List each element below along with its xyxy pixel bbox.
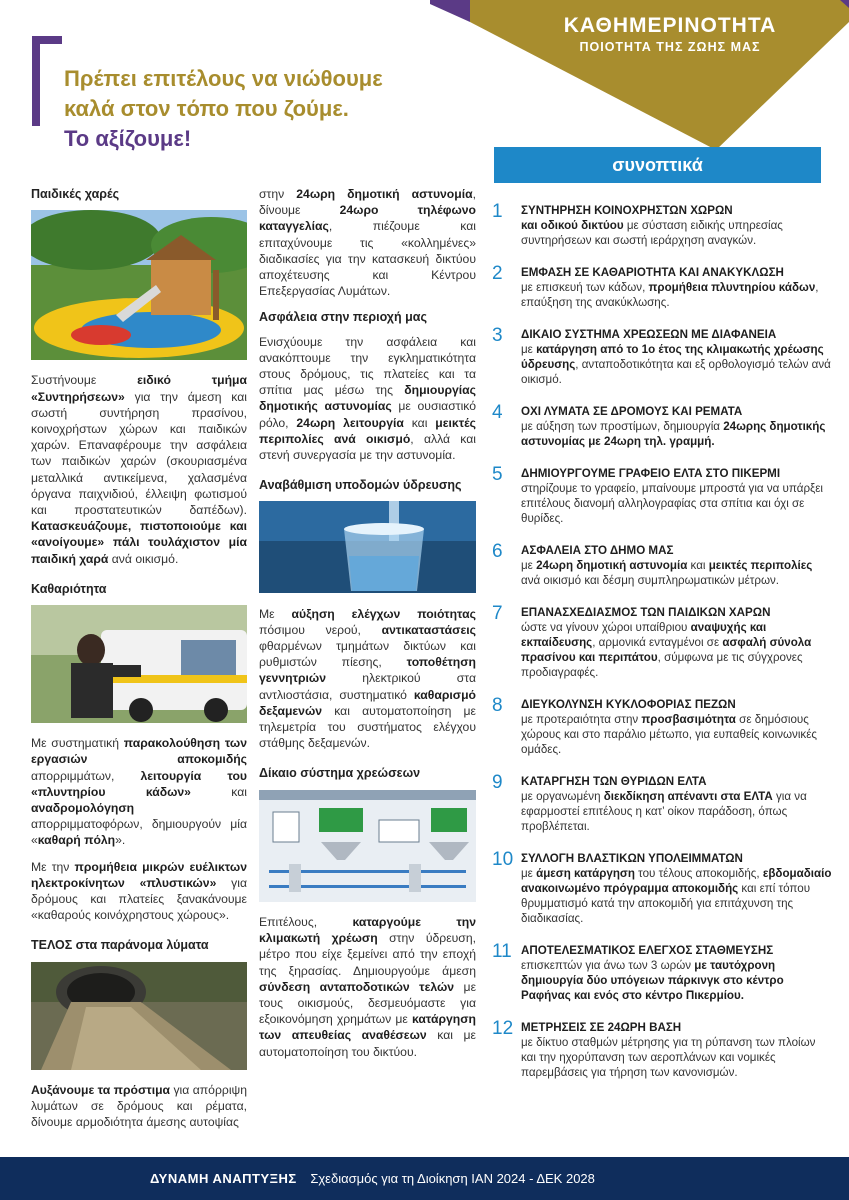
summary-item-number: 11 <box>492 941 512 962</box>
heading-illegal-waste: ΤΕΛΟΣ στα παράνομα λύματα <box>31 938 209 953</box>
summary-item-number: 6 <box>492 541 503 562</box>
summary-item-number: 12 <box>492 1018 514 1039</box>
summary-item <box>492 327 832 387</box>
body-text: φθαρμένων τμημάτων δικτύων και ρυθμιστών πίεσης, <box>259 639 476 670</box>
body-text: και <box>403 415 436 430</box>
emphasis-text: δημιουργίας δημοτικής αστυνομίας <box>259 383 476 414</box>
emphasis-text: ειδικό τμήμα «Συντηρήσεων» <box>31 373 247 404</box>
garbage-truck-image <box>31 605 247 727</box>
article-column-2 <box>259 186 476 1070</box>
body-text: , σύμφωνα με τις σύγχρονες προδιαγραφές. <box>521 651 803 679</box>
summary-item-number: 5 <box>492 464 503 485</box>
slogan-line-3: Το αξίζουμε! <box>64 126 192 151</box>
emphasis-text: Κατασκευάζουμε, πιστοποιούμε και «ανοίγουμε» πάλι τουλάχιστον μία παιδική χαρά <box>31 519 247 566</box>
summary-item-title: ΣΥΛΛΟΓΗ ΒΛΑΣΤΙΚΩΝ ΥΠΟΛΕΙΜΜΑΤΩΝ <box>521 852 743 865</box>
paragraph-illegal-waste <box>31 1082 247 1131</box>
heading-playgrounds: Παιδικές χαρές <box>31 187 120 201</box>
summary-item-title: ΑΣΦΑΛΕΙΑ ΣΤΟ ΔΗΜΟ ΜΑΣ <box>521 544 674 557</box>
summary-item-title: ΕΜΦΑΣΗ ΣΕ ΚΑΘΑΡΙΟΤΗΤΑ ΚΑΙ ΑΝΑΚΥΚΛΩΣΗ <box>521 266 784 279</box>
emphasis-text: ασφαλή σύνολα πρασίνου και περιπάτου <box>521 636 812 664</box>
page-footer <box>0 1157 849 1200</box>
body-text: , δίνουμε <box>259 187 476 218</box>
summary-item-body <box>521 620 832 680</box>
summary-item-body <box>521 342 832 387</box>
slogan-line-1: Πρέπει επιτέλους να νιώθουμε <box>64 66 383 91</box>
slogan-line-2: καλά στον τόπο που ζούμε. <box>64 96 349 121</box>
article-column-1 <box>31 186 247 1141</box>
emphasis-text: άμεση κατάργηση <box>536 867 635 880</box>
body-text: και με αυτοματοποίηση του δικτύου. <box>259 1028 476 1059</box>
body-text: στην <box>259 187 297 201</box>
emphasis-text: κατάργηση από το 1ο έτος της κλιμακωτής χρέωσης ύδρευσης <box>521 343 824 371</box>
summary-item <box>492 404 832 449</box>
body-text: ». <box>115 833 126 848</box>
emphasis-text: αντικαταστάσεις <box>381 622 476 637</box>
summary-item-body <box>521 280 832 310</box>
summary-item-number: 8 <box>492 695 503 716</box>
slogan <box>64 64 464 154</box>
paragraph-illegal-waste-cont <box>259 186 476 299</box>
emphasis-text: προμήθεια πλυντηρίου κάδων <box>648 281 816 294</box>
header-purple-strip <box>430 0 470 22</box>
body-text: ηλεκτρικού στα αντλιοστάσια, συστηματικό <box>259 671 476 702</box>
emphasis-text: προσβασιμότητα <box>641 713 736 726</box>
body-text: Επιτέλους, <box>259 914 353 929</box>
heading-water: Αναβάθμιση υποδομών ύδρευσης <box>259 478 462 493</box>
summary-item <box>492 203 832 248</box>
footer-tagline: Σχεδιασμός για τη Διοίκηση ΙΑΝ 2024 - ΔΕΚ 2028 <box>310 1171 595 1186</box>
body-text: ανά οικισμό και δέσμη συμπληρωματικών μέτρων. <box>521 574 780 587</box>
emphasis-text: λειτουργία του «πλυντηρίου κάδων» <box>31 768 247 799</box>
summary-item-number: 7 <box>492 603 503 624</box>
heading-fair-billing: Δίκαιο σύστημα χρεώσεων <box>259 766 421 781</box>
summary-item-body <box>521 789 832 834</box>
body-text: με σύσταση ειδικής υπηρεσίας συντηρήσεων και σωστή ιεράρχηση αναγκών. <box>521 219 783 247</box>
heading-cleanliness: Καθαριότητα <box>31 581 107 596</box>
summary-item-body <box>521 218 832 248</box>
summary-item <box>492 265 832 310</box>
emphasis-text: διεκδίκηση απέναντι στα ΕΛΤΑ <box>603 790 773 803</box>
playground-image <box>31 210 247 364</box>
body-text: με αύξηση των προστίμων, δημιουργία <box>521 420 724 433</box>
body-text: στην ύδρευση, μέτρο που είχε ξεμείνει από την εποχή της ξηρασίας. Δημιουργούμε άμεση <box>259 931 476 978</box>
body-text: με <box>521 867 537 880</box>
summary-list <box>492 203 832 1080</box>
body-text: Με την <box>31 859 75 874</box>
body-text: Συστήνουμε <box>31 373 138 388</box>
emphasis-text: 24ωρη δημοτική αστυνομία <box>296 187 473 201</box>
summary-item-title: ΚΑΤΑΡΓΗΣΗ ΤΩΝ ΘΥΡΙΔΩΝ ΕΛΤΑ <box>521 775 707 788</box>
emphasis-text: προμήθεια μικρών ευέλικτων ηλεκτροκίνητων «πλυστικών» <box>31 859 247 890</box>
emphasis-text: σύνδεση ανταποδοτικών τελών <box>259 979 455 994</box>
emphasis-text: καθαρισμό δεξαμενών <box>259 687 476 718</box>
summary-item-title: ΔΙΚΑΙΟ ΣΥΣΤΗΜΑ ΧΡΕΩΣΕΩΝ ΜΕ ΔΙΑΦΑΝΕΙΑ <box>521 328 777 341</box>
summary-item-number: 10 <box>492 849 514 870</box>
emphasis-text: καθαρή πόλη <box>37 833 116 848</box>
body-text: με <box>521 559 537 572</box>
summary-item <box>492 605 832 680</box>
section-title <box>495 14 845 54</box>
emphasis-text: καταργούμε την κλιμακωτή χρέωση <box>259 914 476 946</box>
summary-item-title: ΔΗΜΙΟΥΡΓΟΥΜΕ ΓΡΑΦΕΙΟ ΕΛΤΑ ΣΤΟ ΠΙΚΕΡΜΙ <box>521 467 781 480</box>
body-text: ώστε να γίνουν χώροι υπαίθριου <box>521 621 691 634</box>
summary-item-body <box>521 558 832 588</box>
section-title-main: ΚΑΘΗΜΕΡΙΝΟΤΗΤΑ <box>563 14 777 37</box>
body-text: , αρμονικά ενταγμένοι σε <box>592 636 723 649</box>
summary-item <box>492 466 832 526</box>
summary-item <box>492 943 832 1003</box>
body-text: Με συστηματική <box>31 736 124 751</box>
sewage-pipe-image <box>31 962 247 1074</box>
emphasis-text: τοποθέτηση γεννητριών <box>259 655 476 686</box>
summary-item-body <box>521 712 832 757</box>
body-text: και <box>190 784 247 799</box>
body-text: επισκεπτών για άνω των 3 ωρών <box>521 959 695 972</box>
emphasis-text: 24ωρο τηλέφωνο καταγγελίας <box>259 203 476 234</box>
water-glass-image <box>259 501 476 597</box>
paragraph-fair-billing <box>259 914 476 1060</box>
summary-item-title: ΕΠΑΝΑΣΧΕΔΙΑΣΜΟΣ ΤΩΝ ΠΑΙΔΙΚΩΝ ΧΑΡΩΝ <box>521 606 771 619</box>
body-text: με ουσιαστικό ρόλο, <box>259 399 476 430</box>
summary-item-body <box>521 481 832 526</box>
summary-item-title: ΔΙΕΥΚΟΛΥΝΣΗ ΚΥΚΛΟΦΟΡΙΑΣ ΠΕΖΩΝ <box>521 698 736 711</box>
slogan-bracket-icon <box>32 36 62 126</box>
emphasis-text: και οδικού δικτύου <box>521 219 624 232</box>
body-text: για δρόμους και πλατείες ξανακάνουμε «καθαρούς κοινόχρηστους χώρους». <box>31 875 247 923</box>
scada-screen-image <box>259 790 476 906</box>
body-text: ανά οικισμό. <box>108 551 179 566</box>
body-text: με οργανωμένη <box>521 790 604 803</box>
summary-item <box>492 851 832 926</box>
emphasis-text: κατάργηση των απευθείας αναθέσεων <box>259 1012 476 1043</box>
summary-header: συνοπτικά <box>494 147 821 183</box>
section-subtitle: ΠΟΙΟΤΗΤΑ ΤΗΣ ΖΩΗΣ ΜΑΣ <box>579 40 761 54</box>
emphasis-text: εβδομαδιαίο ανακοινωμένο πρόγραμμα αποκομιδής <box>521 867 832 895</box>
summary-item-title: ΑΠΟΤΕΛΕΣΜΑΤΙΚΟΣ ΕΛΕΓΧΟΣ ΣΤΑΘΜΕΥΣΗΣ <box>521 944 774 957</box>
emphasis-text: αναψυχής και εκπαίδευσης <box>521 621 767 649</box>
body-text: για απόρριψη λυμάτων σε δρόμους και ρέματα, δίνουμε αρμοδιότητα άμεσης αυτοψίας <box>31 1082 247 1130</box>
body-text: και αυτοματοποίηση με τηλεμετρία του συστήματος ελέγχου στάθμης δεξαμενών. <box>259 703 476 751</box>
body-text: Ενισχύουμε την ασφάλεια και ανακόπτουμε την εγκληματικότητα στους δρόμους, τις πλατείες και τα σπίτια μας μέσω της <box>259 334 476 398</box>
summary-item <box>492 774 832 834</box>
body-text: , πιέζουμε και επιταχύνουμε τις «κολλημένες» διαδικασίες για την κατασκευή δικτύου αποχέτευσης και Κέντρου Επεξεργασίας Λυμάτων. <box>259 219 476 299</box>
footer-brand: ΔΥΝΑΜΗ ΑΝΑΠΤΥΞΗΣ <box>150 1171 297 1186</box>
body-text: με δίκτυο σταθμών μέτρησης για τη ρύπανση των πλοίων και την ηχορύπανση των αεροπλάνων και νομικές παρεμβάσεις για τήρηση των κανονισμών. <box>521 1036 816 1079</box>
paragraph-cleanliness-1 <box>31 735 247 848</box>
body-text: πόσιμου νερού, <box>259 622 382 637</box>
body-text: απορριμματοφόρων, δημιουργούν μία « <box>31 817 247 848</box>
summary-item-title: ΟΧΙ ΛΥΜΑΤΑ ΣΕ ΔΡΟΜΟΥΣ ΚΑΙ ΡΕΜΑΤΑ <box>521 405 743 418</box>
summary-item <box>492 1020 832 1080</box>
summary-item-body <box>521 958 832 1003</box>
heading-safety: Ασφάλεια στην περιοχή μας <box>259 310 427 325</box>
emphasis-text: μεικτές περιπολίες <box>708 559 813 572</box>
summary-item <box>492 543 832 588</box>
body-text: για να εφαρμοστεί επιτέλους η κατ’ οίκον παράδοση, όπως προβλέπεται. <box>521 790 807 833</box>
summary-item-body <box>521 1035 832 1080</box>
summary-item-title: ΣΥΝΤΗΡΗΣΗ ΚΟΙΝΟΧΡΗΣΤΩΝ ΧΩΡΩΝ <box>521 204 733 217</box>
emphasis-text: παρακολούθηση των εργασιών αποκομιδής <box>31 736 247 767</box>
body-text: με προτεραιότητα στην <box>521 713 642 726</box>
emphasis-text: Αυξάνουμε τα πρόστιμα <box>31 1082 171 1097</box>
summary-item-number: 3 <box>492 325 503 346</box>
emphasis-text: 24ωρης δημοτικής αστυνομίας με 24ωρη τηλ. γραμμή. <box>521 420 826 448</box>
body-text: απορριμμάτων, <box>31 768 141 783</box>
summary-item-title: ΜΕΤΡΗΣΕΙΣ ΣΕ 24ΩΡΗ ΒΑΣΗ <box>521 1021 682 1034</box>
emphasis-text: 24ωρη λειτουργία <box>296 415 404 430</box>
body-text: του τέλους αποκομιδής, <box>634 867 763 880</box>
summary-item-number: 1 <box>492 201 503 222</box>
body-text: με τους οικισμούς, δεσμευόμαστε για εξοικονόμηση χρημάτων με <box>259 979 477 1027</box>
page-header <box>0 0 849 150</box>
emphasis-text: μεικτές περιπολίες ανά οικισμό <box>259 415 476 446</box>
paragraph-safety <box>259 334 476 464</box>
body-text: σε δημόσιους χώρους και στο παράλιο μέτωπο, για ευπαθείς κοινωνικές ομάδες. <box>521 713 817 756</box>
summary-item <box>492 697 832 757</box>
body-text: και <box>687 559 709 572</box>
emphasis-text: αύξηση ελέγχων ποιότητας <box>291 606 476 621</box>
summary-item-number: 2 <box>492 263 503 284</box>
body-text: , επαύξηση της ανακύκλωσης. <box>521 281 819 309</box>
body-text: Με <box>259 606 292 621</box>
body-text: με επισκευή των κάδων, <box>521 281 649 294</box>
body-text: και επί τόπου θρυμματισμό κατά την αποκομιδή για επιτάχυνση της διαδικασίας. <box>521 882 811 925</box>
paragraph-water <box>259 606 476 752</box>
body-text: , ανταποδοτικότητα και εξ ορθολογισμό τελών ανά οικισμό. <box>521 358 831 386</box>
paragraph-cleanliness-2 <box>31 859 247 924</box>
body-text: , αλλά και στενή συνεργασία με την αστυνομία. <box>259 431 476 463</box>
summary-item-body <box>521 866 832 926</box>
body-text: με <box>521 343 537 356</box>
emphasis-text: αναδρομολόγηση <box>31 801 135 816</box>
summary-item-body <box>521 419 832 449</box>
emphasis-text: με ταυτόχρονη δημιουργία δύο υπόγειων πάρκινγκ στο κέντρο Ραφήνας και ενός στο κέντρο Πικερμίου. <box>521 959 784 1002</box>
emphasis-text: 24ωρη δημοτική αστυνομία <box>536 559 688 572</box>
summary-item-number: 9 <box>492 772 503 793</box>
body-text: στηρίζουμε το γραφείο, μπαίνουμε μπροστά για να υπάρξει επιτέλους διανομή αλληλογραφίας στα σπίτια και όχι σε θυρίδες. <box>521 482 823 525</box>
paragraph-playgrounds <box>31 372 247 566</box>
body-text: για την άμεση και σωστή συντήρηση πρασίνου, κοινοχρήστων χώρων και παιδικών χαρών. Επαναφέρουμε την ασφάλεια των παιδικών χαρών (σκουριασμένα μεταλλικά αντικείμενα, χαλασμένα όργανα παιχνιδιού, έλλειψη φωτισμού και προστατευτικών δαπέδων). <box>31 389 247 518</box>
summary-item-number: 4 <box>492 402 503 423</box>
